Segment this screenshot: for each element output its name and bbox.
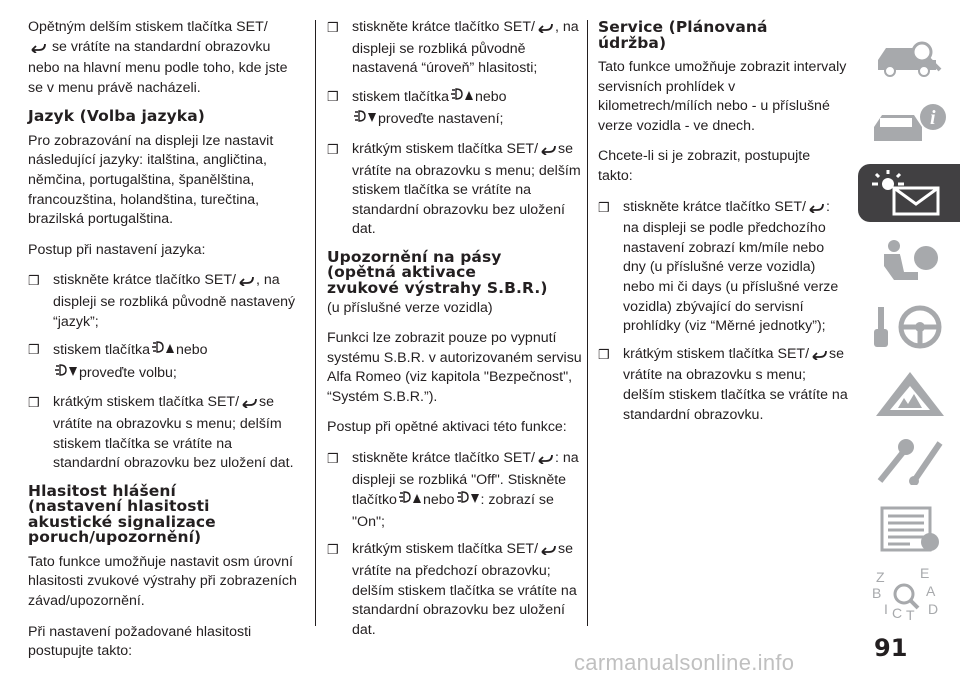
paragraph: (u příslušné verze vozidla)	[327, 300, 493, 317]
back-arrow-icon	[535, 20, 555, 40]
paragraph: Chcete-li si je zobrazit, postupujte takto:	[598, 148, 811, 184]
back-arrow-icon	[28, 40, 48, 60]
intro-paragraph: Opětným delším stiskem tlačítka SET/ se vrátíte na standardní obrazovku nebo na hlavní menu podle toho, kde jste se v menu právě nacházeli.	[28, 19, 288, 96]
car-info-icon	[870, 101, 950, 149]
tab-car-search[interactable]	[858, 30, 960, 85]
paragraph: Postup při nastavení jazyka:	[28, 241, 206, 258]
index-letter: D	[928, 601, 939, 617]
tab-index[interactable]	[858, 560, 960, 624]
back-arrow-icon	[535, 451, 555, 471]
list-item: ❒ krátkým stiskem tlačítka SET/ se vrátíte na předchozí obrazovku; delším stiskem tlačítka se vrátíte na standardní obrazovku bez uložení dat.	[327, 541, 577, 638]
list-item: ❒ stiskněte krátce tlačítko SET/ , na displeji se rozbliká původně nastavená “úroveň” hlasitosti;	[327, 19, 579, 77]
list-item: ❒ stiskněte krátce tlačítko SET/ , na displeji se rozbliká původně nastavený “jazyk”;	[28, 272, 296, 330]
checkbox-bullet-icon: ❒	[28, 342, 40, 358]
index-letter: I	[884, 601, 888, 617]
column-1	[28, 18, 298, 673]
light-down-icon	[53, 363, 79, 386]
light-up-icon	[150, 340, 176, 363]
checkbox-bullet-icon: ❒	[327, 88, 339, 104]
checkbox-bullet-icon: ❒	[28, 395, 40, 411]
index-letter: E	[920, 565, 930, 581]
back-arrow-icon	[239, 395, 259, 415]
index-letter: Z	[876, 569, 885, 585]
light-down-icon	[455, 490, 481, 513]
column-3	[598, 18, 848, 433]
checkbox-bullet-icon: ❒	[598, 346, 610, 362]
checkbox-bullet-icon: ❒	[28, 273, 40, 289]
tab-maintenance[interactable]	[858, 433, 960, 488]
back-arrow-icon	[538, 542, 558, 562]
heading-volume: Hlasitost hlášení (nastavení hlasitosti akustické signalizace poruch/upozornění)	[28, 481, 216, 547]
paragraph: Pro zobrazování na displeji lze nastavit následující jazyky: italština, angličtina, němčina, portugalština, španělština, francouzština, holandština, turečtina, brazilská portugalština.	[28, 132, 274, 228]
tab-warning-lights[interactable]	[858, 164, 960, 222]
data-list-icon	[870, 504, 950, 552]
tab-car-info[interactable]	[858, 97, 960, 152]
heading-seatbelt: Upozornění na pásy (opětná aktivace zvukové výstrahy S.B.R.)	[327, 247, 548, 297]
index-letter: C	[892, 605, 903, 621]
list-item: ❒ stiskněte krátce tlačítko SET/ : na displeji se podle předchozího nastavení zobrazí km/míle nebo dny (u příslušné verze vozidla) nebo mi či days (u příslušné verze vozidla) zbývající do servisní prohlídky (viz “Měrné jednotky”);	[598, 198, 839, 335]
back-arrow-icon	[236, 273, 256, 293]
column-divider	[315, 20, 316, 626]
heading-language: Jazyk (Volba jazyka)	[28, 107, 205, 126]
paragraph: Postup při opětné aktivaci této funkce:	[327, 419, 567, 436]
checkbox-bullet-icon: ❒	[327, 542, 339, 558]
index-letter: B	[872, 585, 882, 601]
checkbox-bullet-icon: ❒	[327, 451, 339, 466]
column-2	[327, 18, 589, 648]
svg-text:i: i	[930, 107, 936, 129]
tab-technical-data[interactable]	[858, 500, 960, 555]
alphabetical-index-icon	[870, 564, 950, 622]
warning-light-envelope-icon	[870, 168, 950, 218]
list-item: ❒ stiskem tlačítka nebo proveďte volbu;	[28, 340, 298, 385]
checkbox-bullet-icon: ❒	[598, 199, 610, 215]
back-arrow-icon	[806, 200, 826, 220]
list-item: ❒ stiskem tlačítka nebo proveďte nastavení;	[327, 87, 589, 132]
light-down-icon	[352, 109, 378, 132]
car-search-icon	[870, 34, 950, 82]
back-arrow-icon	[809, 347, 829, 367]
paragraph: Funkci lze zobrazit pouze po vypnutí systému S.B.R. v autorizovaném servisu Alfa Romeo (viz kapitola "Bezpečnost", “Systém S.B.R.”).	[327, 330, 582, 405]
checkbox-bullet-icon: ❒	[327, 20, 339, 35]
list-item: ❒ krátkým stiskem tlačítka SET/ se vrátíte na obrazovku s menu; delším stiskem tlačítka se vrátíte na standardní obrazovku bez uložení dat.	[327, 140, 581, 238]
back-arrow-icon	[538, 142, 558, 162]
paragraph: Tato funkce umožňuje nastavit osm úrovní hlasitosti zvukové výstrahy při zobrazeních závad/upozornění.	[28, 553, 297, 609]
tab-starting-driving[interactable]	[858, 299, 960, 354]
paragraph: Při nastavení požadované hlasitosti postupujte takto:	[28, 623, 252, 660]
index-letter: T	[906, 607, 915, 622]
index-letter: A	[926, 583, 936, 599]
breakdown-triangle-icon	[870, 370, 950, 418]
paragraph: Tato funkce umožňuje zobrazit intervaly servisních prohlídek v kilometrech/mílích nebo - u příslušné verze vozidla - ve dnech.	[598, 59, 847, 134]
heading-service: Service (Plánovaná údržba)	[598, 18, 768, 52]
watermark: carmanualsonline.info	[574, 650, 795, 675]
tab-safety[interactable]	[858, 232, 960, 287]
light-up-icon	[449, 87, 475, 110]
list-item: ❒ krátkým stiskem tlačítka SET/ se vrátíte na obrazovku s menu; delším stiskem tlačítka se vrátíte na standardní obrazovku.	[598, 345, 848, 423]
list-item: ❒ krátkým stiskem tlačítka SET/ se vrátíte na obrazovku s menu; delším stiskem tlačítka se vrátíte na standardní obrazovku bez uložení dat.	[28, 394, 294, 472]
list-item: ❒ stiskněte krátce tlačítko SET/ : na displeji se rozbliká "Off". Stiskněte tlačítko nebo : zobrazí se "On";	[327, 450, 579, 530]
wrench-tools-icon	[870, 437, 950, 485]
checkbox-bullet-icon: ❒	[327, 141, 339, 157]
key-steering-wheel-icon	[870, 303, 950, 351]
airbag-seat-icon	[870, 236, 950, 284]
light-up-icon	[397, 490, 423, 513]
page-number: 91	[874, 634, 908, 662]
tab-emergency[interactable]	[858, 366, 960, 421]
